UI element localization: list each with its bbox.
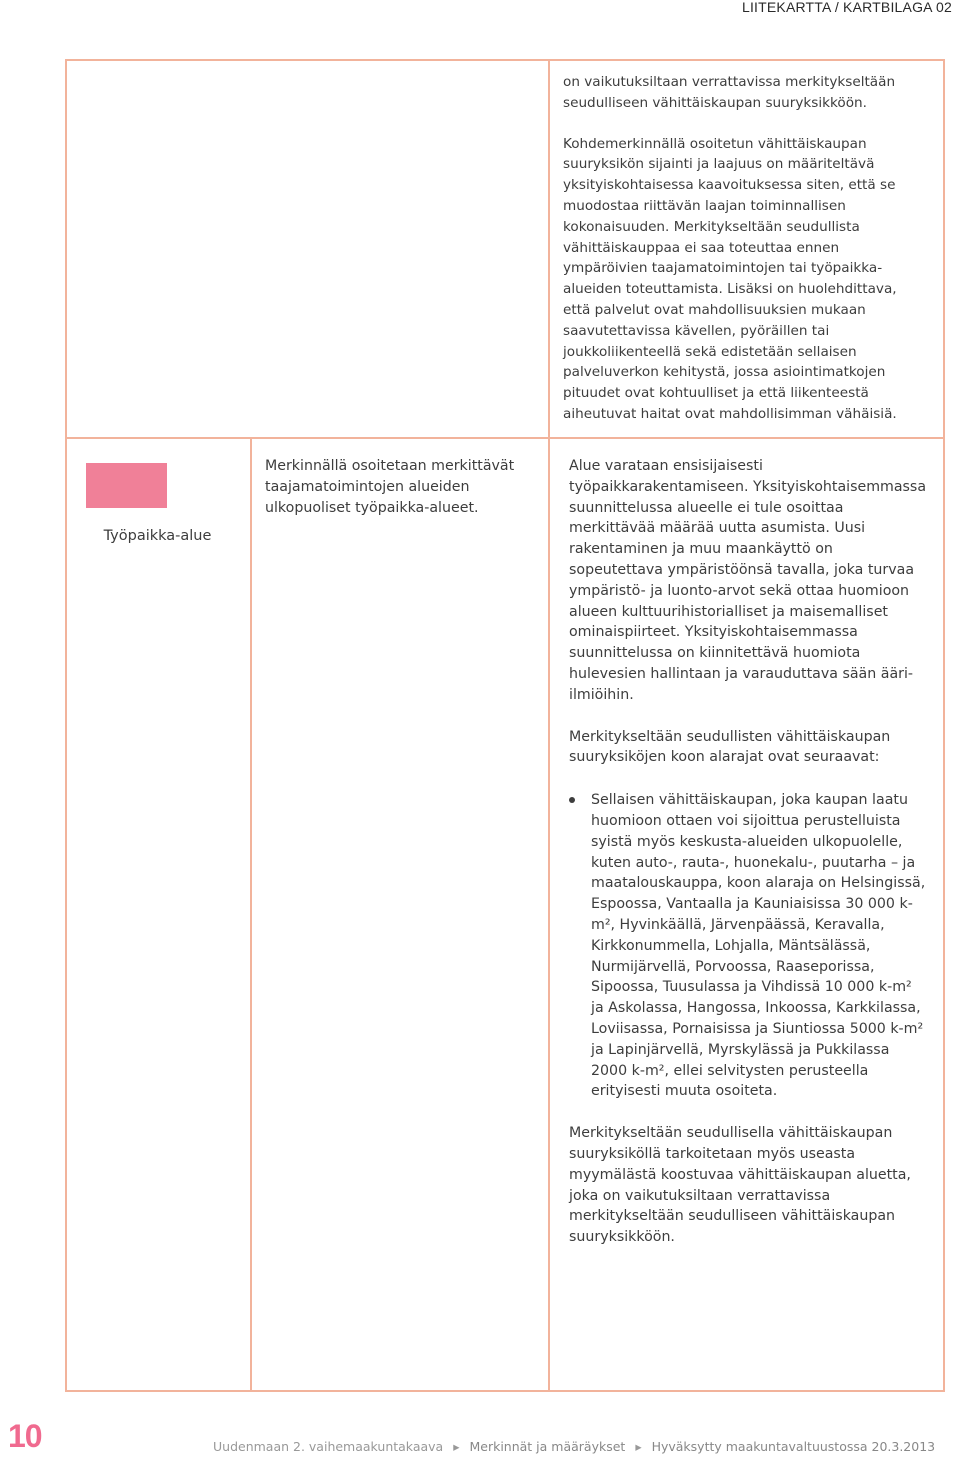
frame-divider-legend xyxy=(250,437,252,1392)
regulation-paragraph-2: Merkitykseltään seudullisten vähittäiskaupan suuryksiköjen koon alarajat ovat seuraavat: xyxy=(569,728,891,766)
page-number: 10 xyxy=(8,1418,42,1454)
legend-description xyxy=(265,456,533,518)
frame-divider-description xyxy=(548,437,550,1392)
footer-separator-icon: ▸ xyxy=(453,1439,460,1454)
legend-description-text: Merkinnällä osoitetaan merkittävät taajamatoimintojen alueiden ulkopuoliset työpaikka-alueet. xyxy=(265,458,515,516)
regulation-bullet-list xyxy=(569,790,927,1102)
regulation-paragraph-3: Merkitykseltään seudullisella vähittäiskaupan suuryksiköllä tarkoitetaan myös useasta myymälästä koostuvaa vähittäiskaupan aluetta, joka on vaikutuksiltaan verrattavissa merkitykseltään seudulliseen vähittäiskaupan suuryksikköön. xyxy=(569,1125,911,1246)
bullet-text: Sellaisen vähittäiskaupan, joka kaupan laatu huomioon ottaen voi sijoittua perustelluista syistä myös keskusta-alueiden ulkopuolelle, kuten auto-, rauta-, huonekalu-, puutarha – ja maatalouskauppa, koon alaraja on Helsingissä, Espoossa, Vantaalla ja Kauniaisissa 30 000 k-m², Hyvinkäällä, Järvenpäässä, Keravalla, Kirkkonummella, Lohjalla, Mäntsälässä, Nurmijärvellä, Porvoossa, Raaseporissa, Sipoossa, Tuusulassa ja Vihdissä 10 000 k-m² ja Askolassa, Hangossa, Inkoossa, Karkkilassa, Loviisassa, Pornaisissa ja Siuntiossa 5000 k-m² ja Lapinjärvellä, Myrskylässä ja Pukkilassa 2000 k-m², ellei selvitysten perusteella erityisesti muuta osoiteta. xyxy=(591,792,926,1100)
frame-top-line xyxy=(65,59,945,61)
footer-separator-icon: ▸ xyxy=(635,1439,642,1454)
legend-label: Työpaikka-alue xyxy=(103,528,212,544)
footer-plan-name: Uudenmaan 2. vaihemaakuntakaava xyxy=(213,1439,444,1454)
footer-section-name: Merkinnät ja määräykset xyxy=(469,1439,626,1454)
legend-swatch xyxy=(86,463,167,508)
frame-right-line xyxy=(943,59,945,1392)
top-paragraph-main: Kohdemerkinnällä osoitetun vähittäiskaupan suuryksikön sijainti ja laajuus on määriteltävä yksityiskohtaisessa kaavoituksessa siten, että se muodostaa riittävän laajan toiminnallisen kokonaisuuden. Merkitykseltään seudullista vähittäiskauppaa ei saa toteuttaa ennen ympäröivien taajamatoimintojen tai työpaikka-alueiden toteuttamista. Lisäksi on huolehdittava, että palvelut ovat mahdollisuuksien mukaan saavutettavissa kävellen, pyöräillen tai joukkoliikenteellä sekä edistetään sellaisen palveluverkon kehitystä, jossa asiointimatkojen pituudet ovat kohtuulliset ja että liikenteestä aiheutuvat haitat ovat mahdollisimman vähäisiä. xyxy=(563,135,897,422)
frame-divider-top xyxy=(548,59,550,439)
list-item xyxy=(569,790,927,1102)
footer-approval-text: Hyväksytty maakuntavaltuustossa 20.3.2013 xyxy=(651,1439,936,1454)
regulation-paragraph-1: Alue varataan ensisijaisesti työpaikkarakentamiseen. Yksityiskohtaisemmassa suunnittelussa alueelle ei tule osoittaa merkittävää määrää uutta asumista. Uusi rakentaminen ja muu maankäyttö on sopeutettava ympäristöönsä tavalla, joka turvaa ympäristö- ja luonto-arvot sekä ottaa huomioon alueen kulttuurihistorialliset ja maisemalliset ominaispiirteet. Yksityiskohtaisemmassa suunnittelussa on kiinnitettävä huomiota hulevesien hallintaan ja varauduttava sään ääri-ilmiöihin. xyxy=(569,458,927,703)
top-regulation-text xyxy=(563,72,925,425)
frame-left-line xyxy=(65,59,67,1392)
regulation-text xyxy=(569,456,927,1248)
bullet-icon xyxy=(569,797,575,803)
footer-info xyxy=(213,1439,935,1454)
frame-bottom-line xyxy=(65,1390,945,1392)
page-header-label: LIITEKARTTA / KARTBILAGA 02 xyxy=(741,0,952,15)
top-paragraph-continuation: on vaikutuksiltaan verrattavissa merkitykseltään seudulliseen vähittäiskaupan suuryksikköön. xyxy=(563,74,896,111)
frame-horizontal-divider xyxy=(65,437,945,439)
